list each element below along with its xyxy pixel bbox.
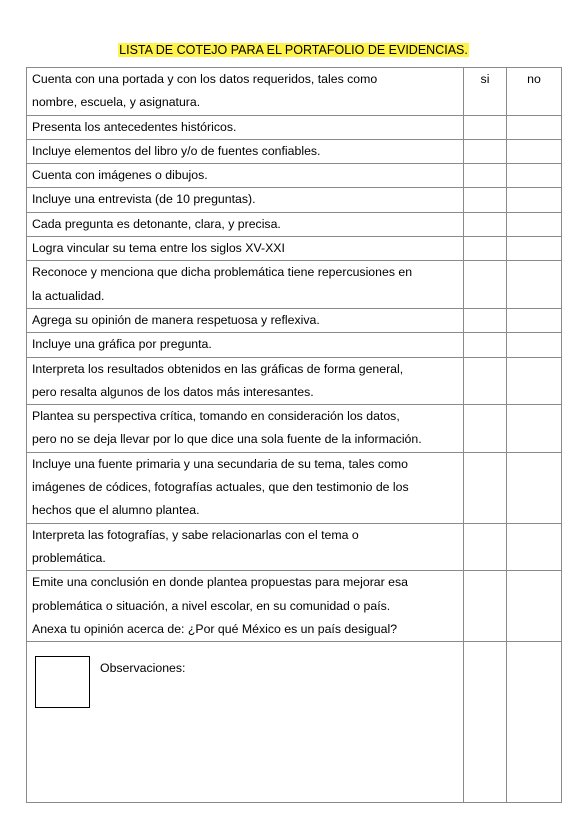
criterion-row <box>27 571 562 642</box>
criterion-text <box>27 333 464 357</box>
criterion-text <box>27 405 464 453</box>
criterion-row <box>27 164 562 188</box>
criterion-text <box>27 357 464 405</box>
si-cell[interactable]: si <box>464 68 507 116</box>
criterion-line: Presenta los antecedentes históricos. <box>32 119 237 134</box>
si-cell[interactable] <box>464 237 507 261</box>
criterion-line: Logra vincular su tema entre los siglos XV-XXI <box>32 241 285 256</box>
observations-label: Observaciones: <box>100 661 186 676</box>
checklist-table <box>26 67 562 803</box>
criterion-row <box>27 308 562 332</box>
criterion-line: Anexa tu opinión acerca de: ¿Por qué México es un país desigual? <box>32 621 398 636</box>
criterion-text <box>27 237 464 261</box>
criterion-line: Cuenta con imágenes o dibujos. <box>32 168 208 183</box>
si-cell[interactable] <box>464 212 507 236</box>
no-cell[interactable] <box>507 333 562 357</box>
si-cell[interactable] <box>464 115 507 139</box>
no-cell[interactable] <box>507 115 562 139</box>
criterion-line: Cada pregunta es detonante, clara, y precisa. <box>32 216 281 231</box>
observations-si-cell[interactable] <box>464 642 507 803</box>
no-cell[interactable] <box>507 405 562 453</box>
si-cell[interactable] <box>464 188 507 212</box>
criterion-line: pero resalta algunos de los datos más interesantes. <box>32 384 314 399</box>
criterion-row <box>27 237 562 261</box>
criterion-line: imágenes de códices, fotografías actuales, que den testimonio de los <box>32 480 409 495</box>
criterion-text <box>27 523 464 571</box>
no-cell[interactable] <box>507 212 562 236</box>
no-cell[interactable]: no <box>507 68 562 116</box>
criterion-text <box>27 139 464 163</box>
no-cell[interactable] <box>507 523 562 571</box>
criterion-line: Incluye una fuente primaria y una secundaria de su tema, tales como <box>32 456 408 471</box>
no-cell[interactable] <box>507 308 562 332</box>
criterion-text <box>27 188 464 212</box>
observations-row <box>27 642 562 803</box>
criterion-line: problemática. <box>32 550 106 565</box>
criterion-line: Incluye elementos del libro y/o de fuentes confiables. <box>32 143 321 158</box>
criterion-text <box>27 115 464 139</box>
criterion-row <box>27 405 562 453</box>
checklist-body <box>27 68 562 803</box>
no-cell[interactable] <box>507 452 562 523</box>
criterion-row <box>27 452 562 523</box>
si-cell[interactable] <box>464 523 507 571</box>
criterion-row <box>27 115 562 139</box>
criterion-row <box>27 333 562 357</box>
criterion-text <box>27 452 464 523</box>
no-cell[interactable] <box>507 237 562 261</box>
si-cell[interactable] <box>464 164 507 188</box>
si-cell[interactable] <box>464 357 507 405</box>
observations-cell <box>27 642 464 803</box>
criterion-line: Emite una conclusión en donde plantea propuestas para mejorar esa <box>32 575 408 590</box>
criterion-text <box>27 261 464 309</box>
document-title: LISTA DE COTEJO PARA EL PORTAFOLIO DE EVIDENCIAS. <box>119 43 468 57</box>
criterion-line: nombre, escuela, y asignatura. <box>32 95 201 110</box>
criterion-text <box>27 68 464 116</box>
criterion-text <box>27 308 464 332</box>
criterion-row <box>27 357 562 405</box>
criterion-row <box>27 261 562 309</box>
no-cell[interactable] <box>507 261 562 309</box>
criterion-line: Cuenta con una portada y con los datos requeridos, tales como <box>32 72 378 86</box>
criterion-row <box>27 188 562 212</box>
si-cell[interactable] <box>464 452 507 523</box>
no-cell[interactable] <box>507 357 562 405</box>
criterion-line: Plantea su perspectiva crítica, tomando en consideración los datos, <box>32 409 400 424</box>
criterion-line: hechos que el alumno plantea. <box>32 503 200 518</box>
criterion-row <box>27 68 562 116</box>
si-cell[interactable] <box>464 308 507 332</box>
observations-checkbox[interactable] <box>35 656 90 708</box>
title-wrap <box>0 41 587 59</box>
no-cell[interactable] <box>507 188 562 212</box>
criterion-line: Reconoce y menciona que dicha problemática tiene repercusiones en <box>32 265 413 280</box>
criterion-line: pero no se deja llevar por lo que dice una sola fuente de la información. <box>32 432 422 447</box>
si-cell[interactable] <box>464 405 507 453</box>
no-cell[interactable] <box>507 139 562 163</box>
criterion-row <box>27 139 562 163</box>
criterion-row <box>27 523 562 571</box>
criterion-line: Incluye una entrevista (de 10 preguntas). <box>32 192 256 207</box>
criterion-text <box>27 212 464 236</box>
observations-no-cell[interactable] <box>507 642 562 803</box>
criterion-line: Interpreta los resultados obtenidos en las gráficas de forma general, <box>32 361 404 376</box>
si-cell[interactable] <box>464 139 507 163</box>
criterion-line: la actualidad. <box>32 288 105 303</box>
criterion-line: problemática o situación, a nivel escolar, en su comunidad o país. <box>32 598 391 613</box>
si-cell[interactable] <box>464 571 507 642</box>
criterion-line: Incluye una gráfica por pregunta. <box>32 337 212 352</box>
si-cell[interactable] <box>464 333 507 357</box>
si-cell[interactable] <box>464 261 507 309</box>
no-cell[interactable] <box>507 164 562 188</box>
criterion-text <box>27 164 464 188</box>
criterion-text <box>27 571 464 642</box>
criterion-line: Interpreta las fotografías, y sabe relacionarlas con el tema o <box>32 527 359 542</box>
no-cell[interactable] <box>507 571 562 642</box>
criterion-line: Agrega su opinión de manera respetuosa y reflexiva. <box>32 312 320 327</box>
criterion-row <box>27 212 562 236</box>
